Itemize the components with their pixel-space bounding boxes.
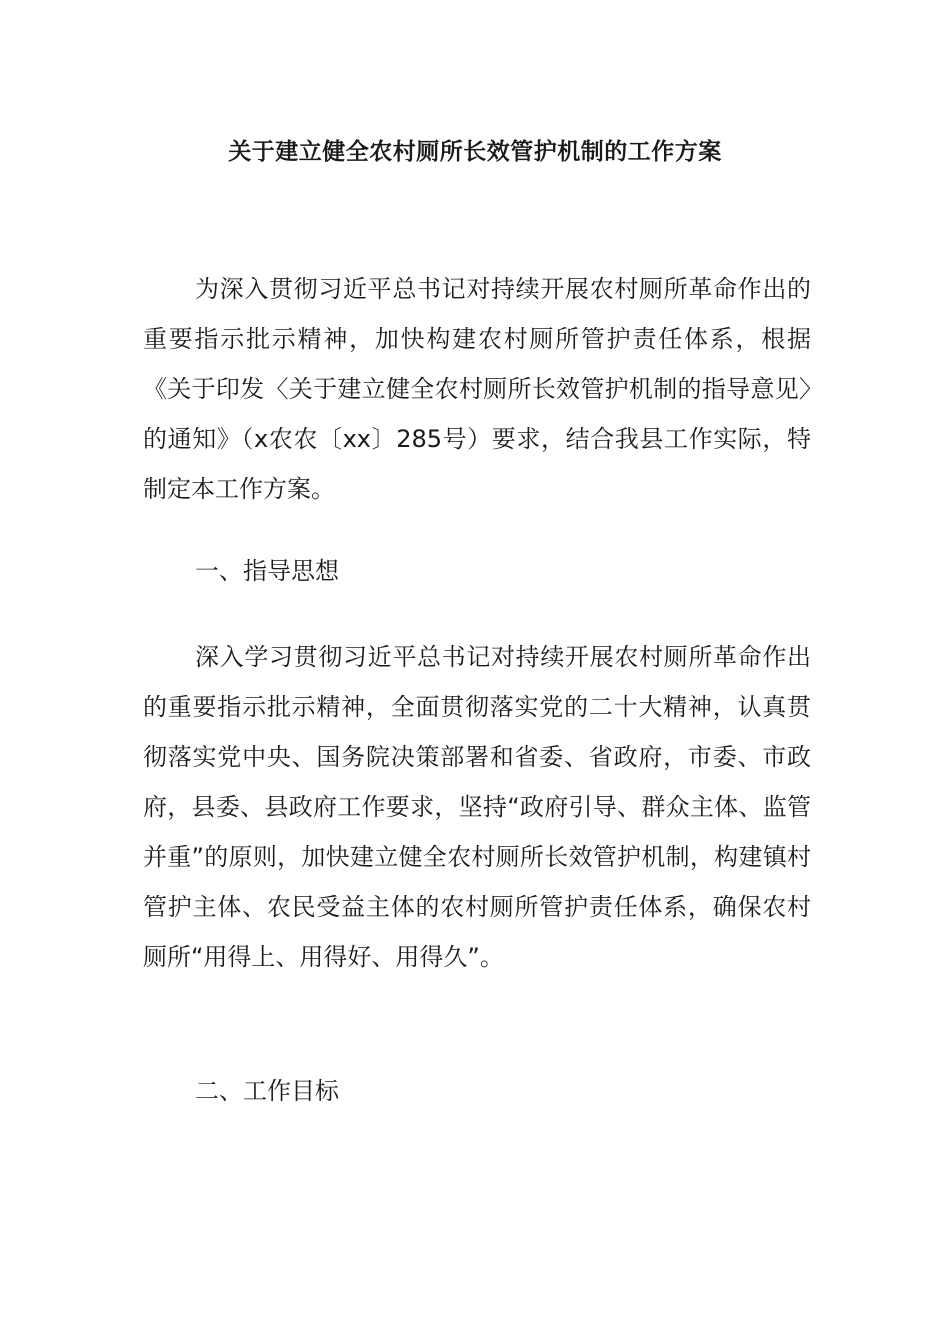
document-title: 关于建立健全农村厕所长效管护机制的工作方案 — [228, 139, 722, 165]
section-2-heading: 二、工作目标 — [195, 1077, 339, 1105]
section-1-heading: 一、指导思想 — [195, 557, 339, 585]
intro-paragraph: 为深入贯彻习近平总书记对持续开展农村厕所革命作出的重要指示批示精神，加快构建农村厕所管护责任体系，根据《关于印发〈关于建立健全农村厕所长效管护机制的指导意见〉的通知》（x农农〔xx〕285号）要求，结合我县工作实际，特制定本工作方案。 — [143, 275, 811, 503]
section-1-body: 深入学习贯彻习近平总书记对持续开展农村厕所革命作出的重要指示批示精神，全面贯彻落实党的二十大精神，认真贯彻落实党中央、国务院决策部署和省委、省政府，市委、市政府，县委、县政府工作要求，坚持“政府引导、群众主体、监管并重”的原则，加快建立健全农村厕所长效管护机制，构建镇村管护主体、农民受益主体的农村厕所管护责任体系，确保农村厕所“用得上、用得好、用得久”。 — [143, 643, 811, 971]
